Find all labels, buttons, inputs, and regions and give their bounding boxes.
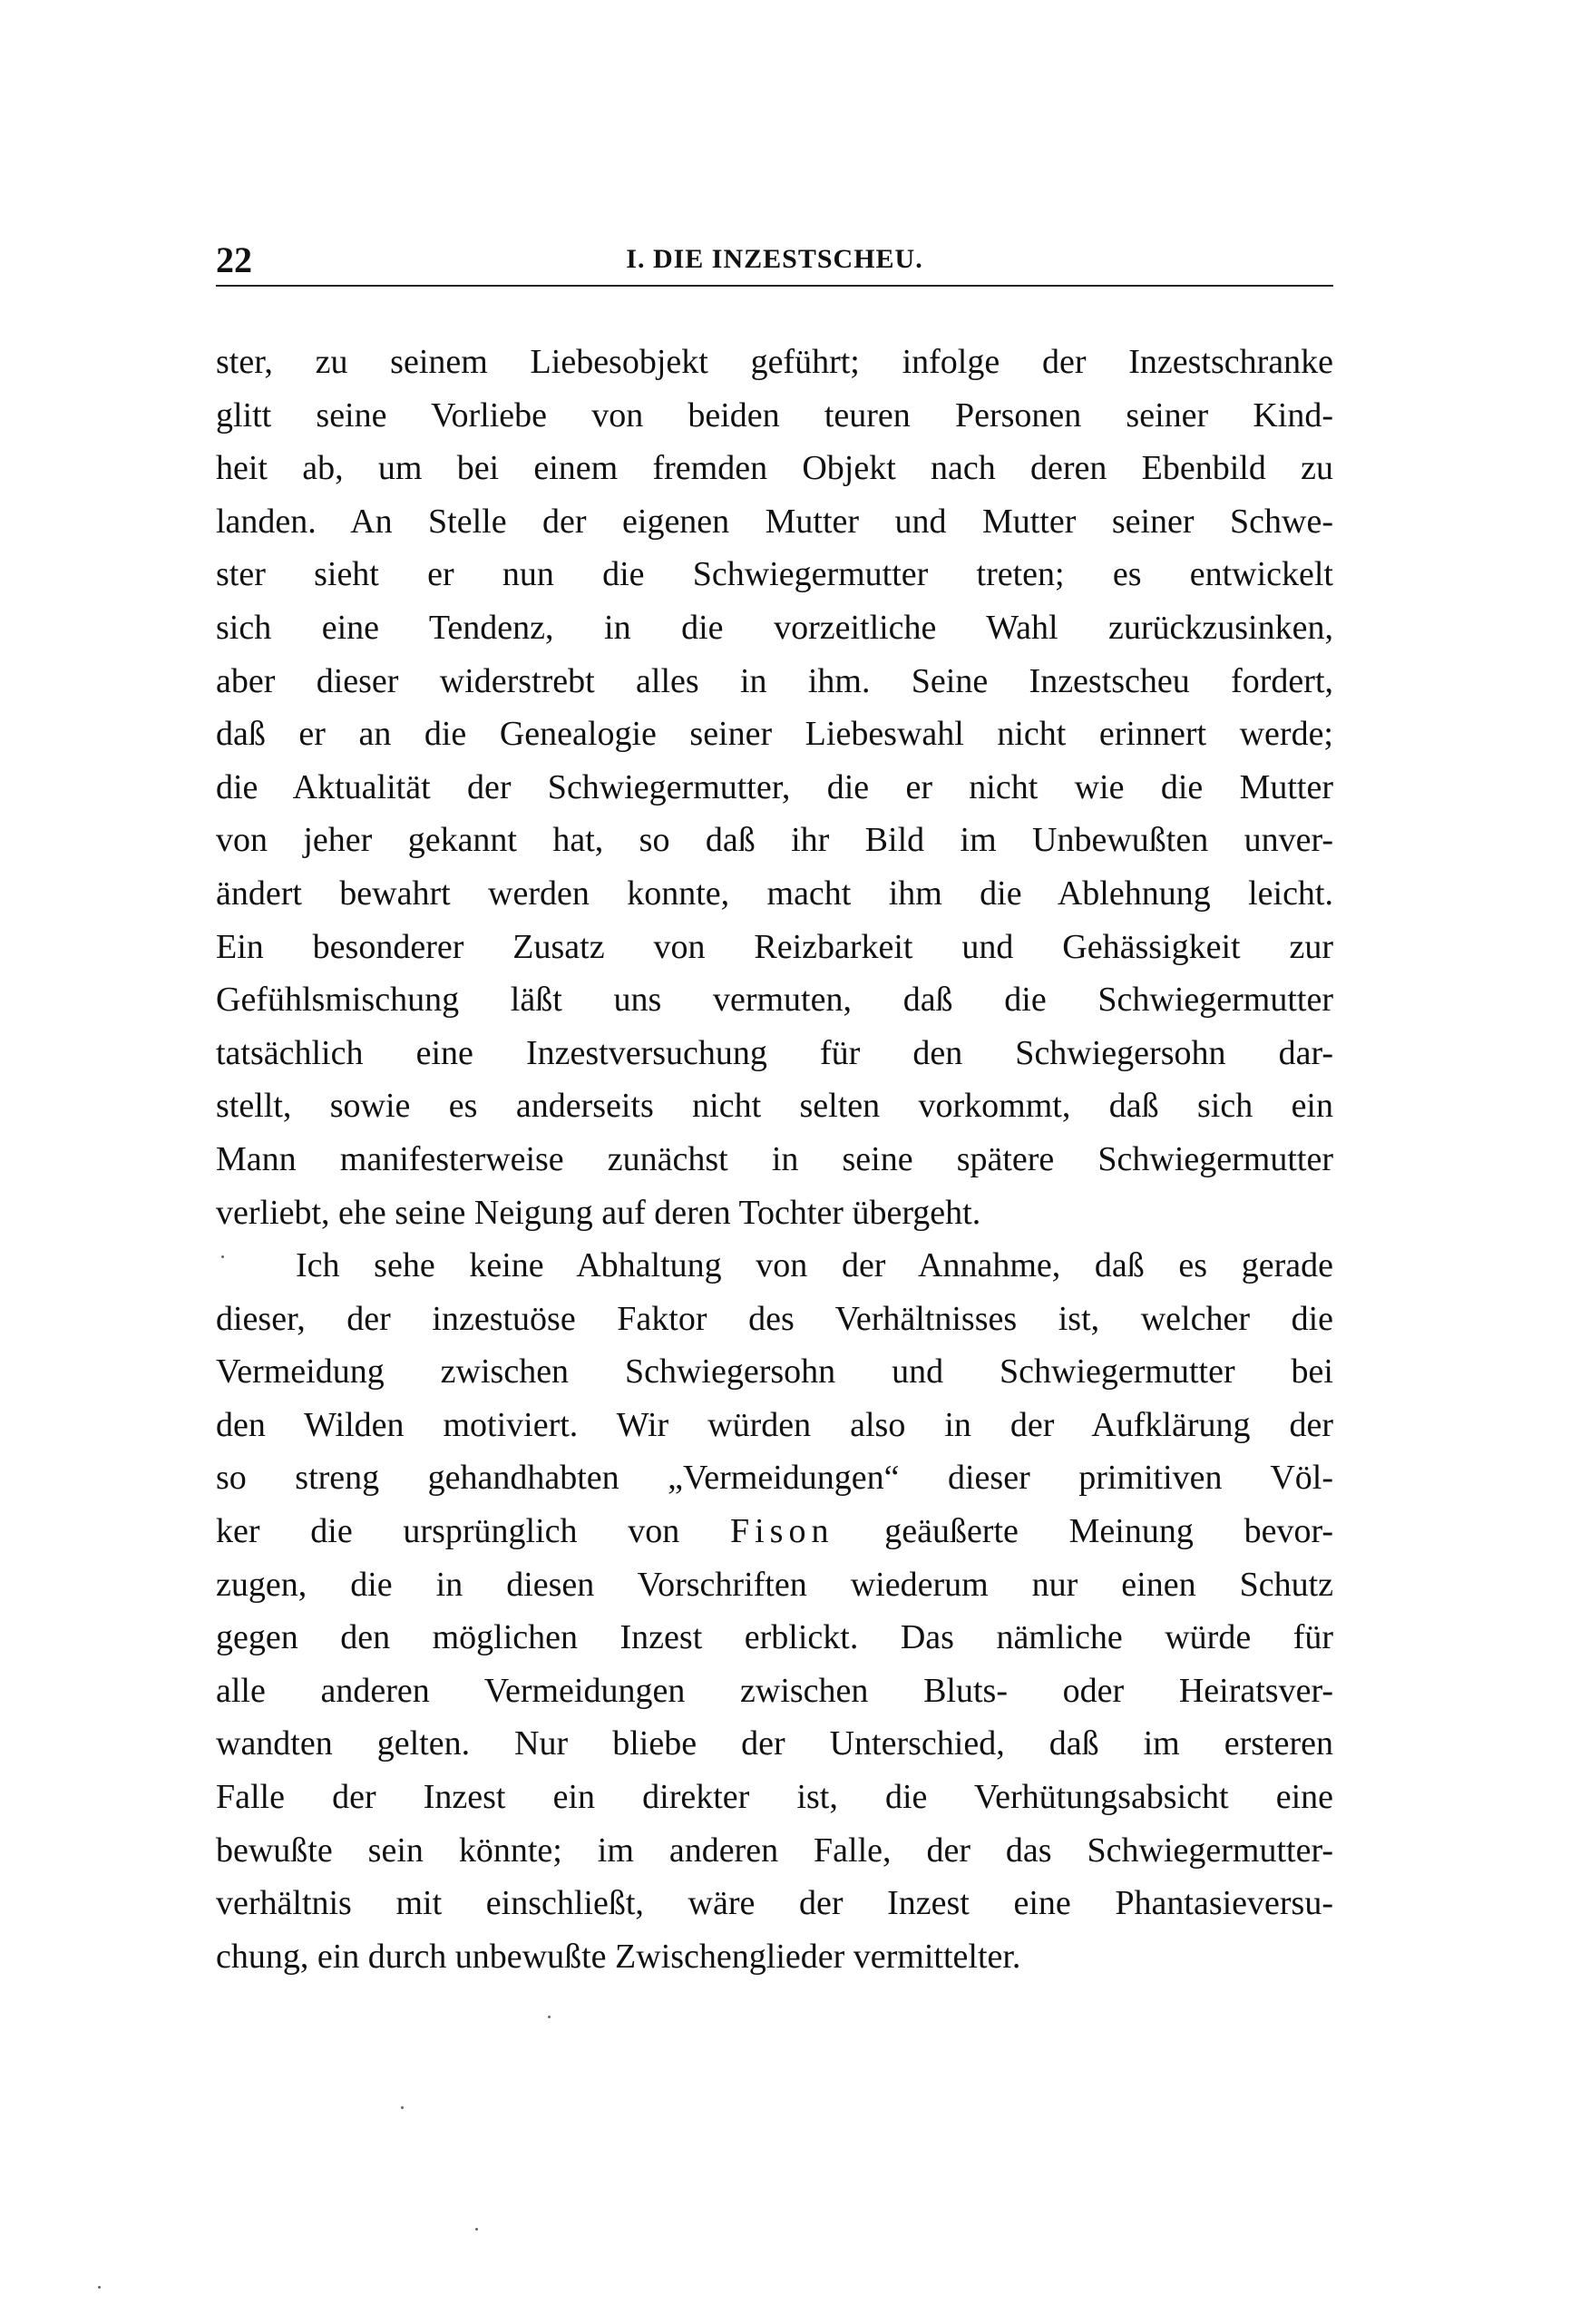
text-line: tatsächlich eine Inzestversuchung für den Schwiegersohn dar- <box>216 1033 1333 1072</box>
text-line: Mann manifesterweise zunächst in seine spätere Schwiegermutter <box>216 1139 1333 1178</box>
scan-speck <box>401 2106 404 2109</box>
text-segment: geäußerte Meinung bevor- <box>834 1512 1333 1551</box>
paragraph-1 <box>216 336 1333 1239</box>
header-rule <box>216 285 1333 287</box>
text-segment: ker die ursprünglich von <box>216 1512 730 1551</box>
scan-speck <box>475 2228 478 2231</box>
text-line: landen. An Stelle der eigenen Mutter und Mutter seiner Schwe- <box>216 502 1333 541</box>
text-line: bewußte sein könnte; im anderen Falle, der das Schwiegermutter- <box>216 1831 1333 1870</box>
scan-speck <box>221 1255 224 1258</box>
scan-speck <box>548 2016 551 2018</box>
scan-speck <box>98 2286 101 2289</box>
text-line: so streng gehandhabten „Vermeidungen“ dieser primitiven Völ- <box>216 1459 1333 1498</box>
text-line: gegen den möglichen Inzest erblickt. Das nämliche würde für <box>216 1618 1333 1657</box>
text-line: die Aktualität der Schwiegermutter, die er nicht wie die Mutter <box>216 767 1333 806</box>
text-line: dieser, der inzestuöse Faktor des Verhältnisses ist, welcher die <box>216 1299 1333 1338</box>
text-line: stellt, sowie es anderseits nicht selten vorkommt, daß sich ein <box>216 1087 1333 1126</box>
text-line: Gefühlsmischung läßt uns vermuten, daß die Schwiegermutter <box>216 981 1333 1020</box>
text-line: sich eine Tendenz, in die vorzeitliche Wahl zurückzusinken, <box>216 608 1333 647</box>
text-line: heit ab, um bei einem fremden Objekt nach deren Ebenbild zu <box>216 449 1333 488</box>
text-line: aber dieser widerstrebt alles in ihm. Seine Inzestscheu fordert, <box>216 661 1333 700</box>
text-line: Ein besonderer Zusatz von Reizbarkeit und Gehässigkeit zur <box>216 927 1333 966</box>
paragraph-2 <box>216 1239 1333 1983</box>
running-head: I. DIE INZESTSCHEU. <box>626 244 923 274</box>
text-line-with-spaced-name <box>216 1505 1333 1558</box>
page-header <box>216 238 1333 283</box>
text-line: von jeher gekannt hat, so daß ihr Bild im Unbewußten unver- <box>216 821 1333 860</box>
text-line: verhältnis mit einschließt, wäre der Inzest eine Phantasieversu- <box>216 1884 1333 1923</box>
text-line: glitt seine Vorliebe von beiden teuren Personen seiner Kind- <box>216 395 1333 435</box>
text-line: Falle der Inzest ein direkter ist, die Verhütungsabsicht eine <box>216 1778 1333 1817</box>
text-line: daß er an die Genealogie seiner Liebeswahl nicht erinnert werde; <box>216 715 1333 754</box>
text-line: wandten gelten. Nur bliebe der Unterschied, daß im ersteren <box>216 1724 1333 1763</box>
text-line: verliebt, ehe seine Neigung auf deren Tochter übergeht. <box>216 1193 981 1232</box>
text-line: ster, zu seinem Liebesobjekt geführt; infolge der Inzestschranke <box>216 343 1333 381</box>
body-text <box>216 336 1333 1983</box>
text-line: den Wilden motiviert. Wir würden also in der Aufklärung der <box>216 1405 1333 1444</box>
text-line: ändert bewahrt werden konnte, macht ihm die Ablehnung leicht. <box>216 874 1333 913</box>
text-line: alle anderen Vermeidungen zwischen Bluts- oder Heiratsver- <box>216 1671 1333 1710</box>
spaced-author-name: Fison <box>729 1512 834 1551</box>
text-line: Vermeidung zwischen Schwiegersohn und Schwiegermutter bei <box>216 1352 1333 1391</box>
text-line: chung, ein durch unbewußte Zwischenglieder vermittelter. <box>216 1937 1021 1976</box>
page-number: 22 <box>216 239 252 280</box>
text-line: zugen, die in diesen Vorschriften wiederum nur einen Schutz <box>216 1565 1333 1604</box>
text-line: Ich sehe keine Abhaltung von der Annahme, daß es gerade <box>296 1246 1333 1285</box>
text-line: ster sieht er nun die Schwiegermutter treten; es entwickelt <box>216 555 1333 594</box>
